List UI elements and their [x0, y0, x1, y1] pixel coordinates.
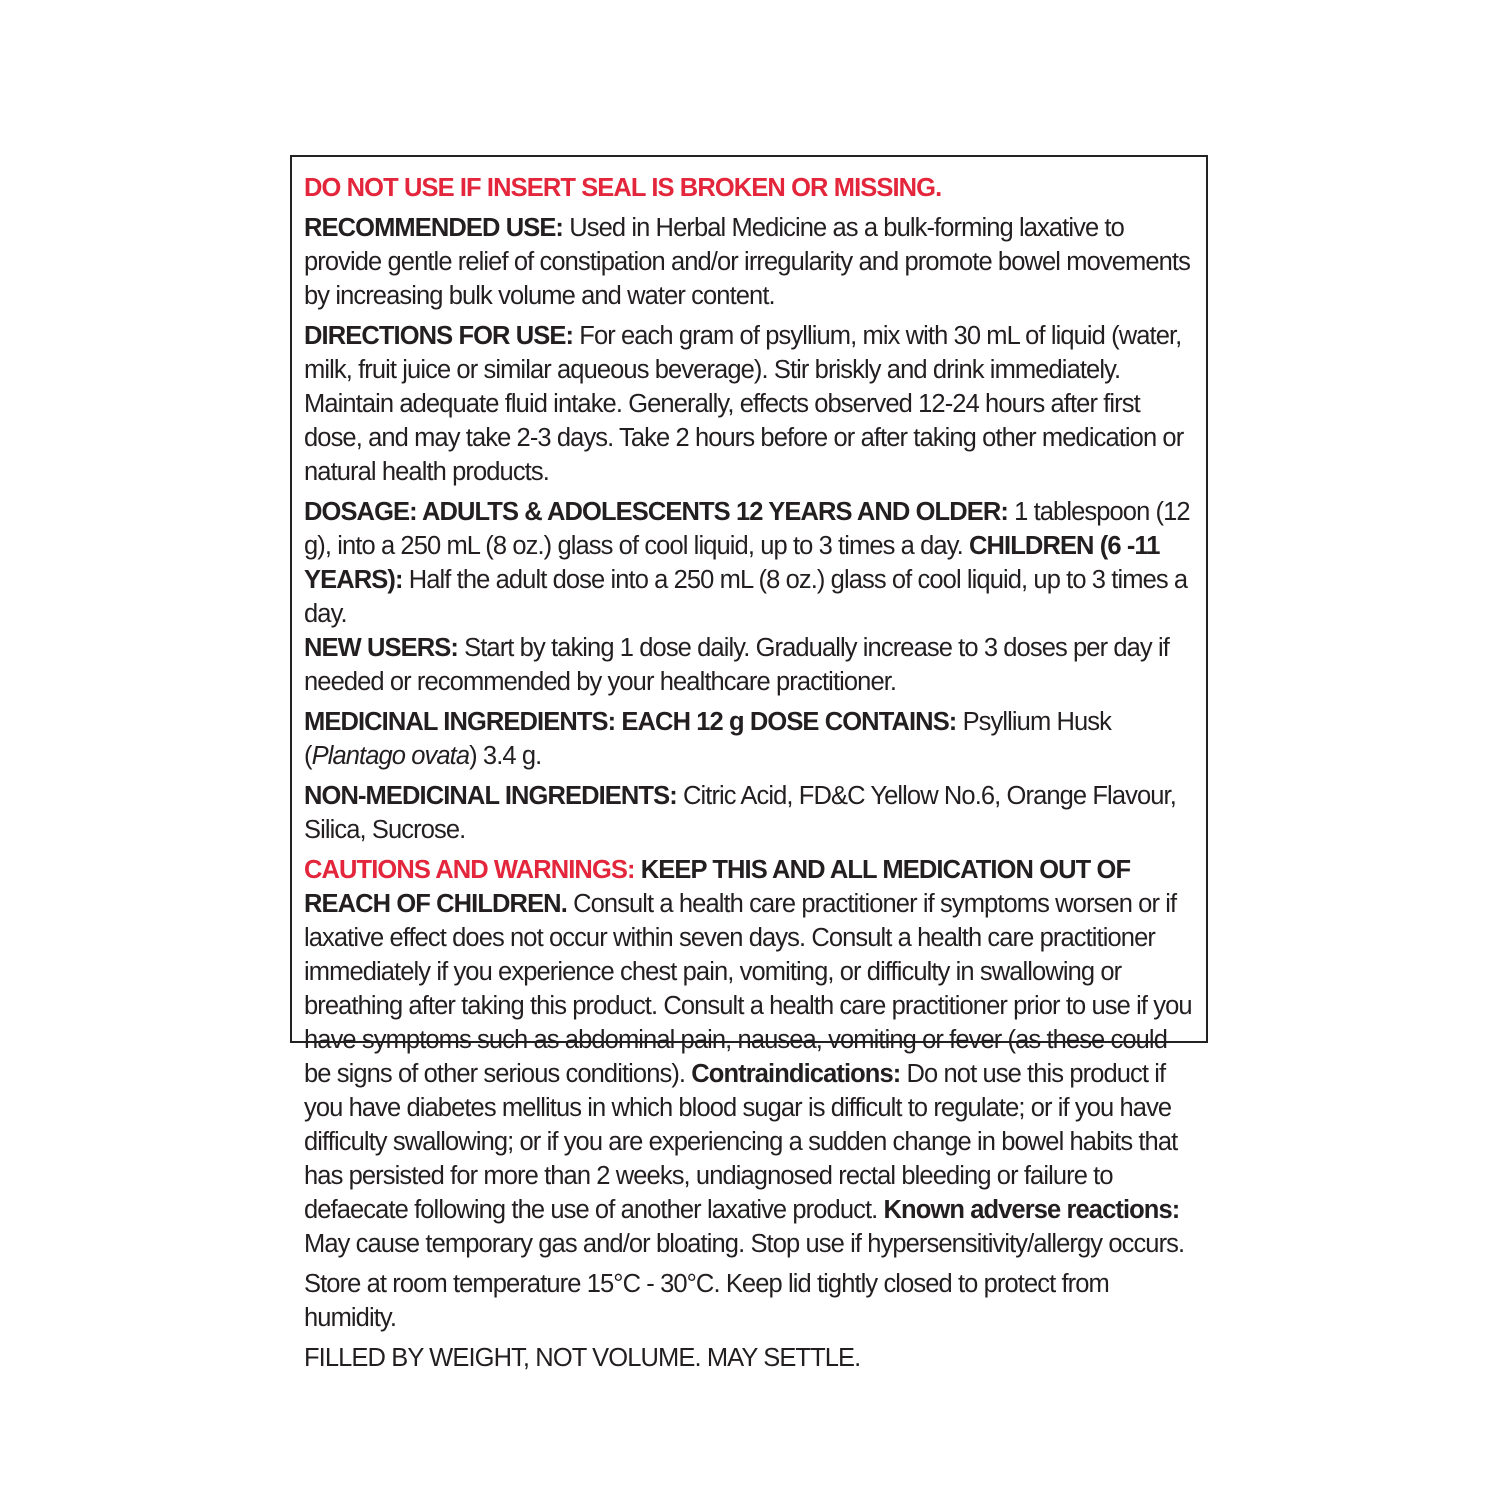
- product-label-panel: [290, 155, 1208, 1372]
- dosage-section: [304, 495, 1196, 699]
- cautions-label: CAUTIONS AND WARNINGS:: [304, 856, 635, 884]
- latin-name: Plantago ovata: [311, 742, 470, 770]
- adverse-reactions-label: Known adverse reactions:: [883, 1196, 1180, 1224]
- recommended-use-section: [304, 211, 1196, 313]
- cautions-text-1: Consult a health care practitioner if symptoms worsen or if laxative effect does not occur within seven days. Consult a health care practitioner immediately if you experience chest pain, vomiting, or difficulty in swallowing or breathing after taking this product. Consult a health care practitioner prior to use if you have symptoms such as abdominal pain, nausea, vomiting or fever (as these could be signs of other serious conditions).: [304, 890, 1192, 1088]
- recommended-use-label: RECOMMENDED USE:: [304, 214, 564, 242]
- medicinal-ingredients-text: Psyllium Husk (: [304, 708, 1111, 770]
- cautions-section: [304, 853, 1196, 1261]
- cautions-text-2: Do not use this product if you have diabetes mellitus in which blood sugar is difficult to regulate; or if you have difficulty swallowing; or if you are experiencing a sudden change in bowel habits that has persisted for more than 2 weeks, undiagnosed rectal bleeding or failure to defaecate following the use of another laxative product.: [304, 1060, 1178, 1224]
- new-users-text: Start by taking 1 dose daily. Gradually increase to 3 doses per day if needed or recommended by your healthcare practitioner.: [304, 634, 1169, 696]
- recommended-use-text: Used in Herbal Medicine as a bulk-forming laxative to provide gentle relief of constipation and/or irregularity and promote bowel movements by increasing bulk volume and water content.: [304, 214, 1190, 310]
- directions-text: For each gram of psyllium, mix with 30 mL of liquid (water, milk, fruit juice or similar aqueous beverage). Stir briskly and drink immediately. Maintain adequate fluid intake. Generally, effects observed 12-24 hours after first dose, and may take 2-3 days. Take 2 hours before or after taking other medication or natural health products.: [304, 322, 1184, 486]
- dosage-children-label: CHILDREN (6 -11 YEARS):: [304, 532, 1160, 594]
- dosage-adult-text: 1 tablespoon (12 g), into a 250 mL (8 oz.) glass of cool liquid, up to 3 times a day.: [304, 498, 1190, 560]
- non-medicinal-ingredients-section: [304, 779, 1196, 847]
- non-medicinal-label: NON-MEDICINAL INGREDIENTS:: [304, 782, 677, 810]
- keep-away-warning: KEEP THIS AND ALL MEDICATION OUT OF REACH OF CHILDREN.: [304, 856, 1131, 918]
- medicinal-ingredients-amount: ) 3.4 g.: [469, 742, 542, 770]
- medicinal-ingredients-section: [304, 705, 1196, 773]
- cautions-text-3: May cause temporary gas and/or bloating. Stop use if hypersensitivity/allergy occurs.: [304, 1230, 1185, 1258]
- non-medicinal-text: Citric Acid, FD&C Yellow No.6, Orange Flavour, Silica, Sucrose.: [304, 782, 1176, 844]
- dosage-adult-label: DOSAGE: ADULTS & ADOLESCENTS 12 YEARS AND OLDER:: [304, 498, 1008, 526]
- contraindications-label: Contraindications:: [691, 1060, 901, 1088]
- filled-by-weight-note: FILLED BY WEIGHT, NOT VOLUME. MAY SETTLE.: [304, 1344, 861, 1372]
- medicinal-ingredients-label: MEDICINAL INGREDIENTS: EACH 12 g DOSE CONTAINS:: [304, 708, 957, 736]
- directions-section: [304, 319, 1196, 489]
- storage-instructions: Store at room temperature 15°C - 30°C. Keep lid tightly closed to protect from humidity.: [304, 1270, 1109, 1332]
- directions-label: DIRECTIONS FOR USE:: [304, 322, 574, 350]
- new-users-label: NEW USERS:: [304, 634, 458, 662]
- dosage-children-text: Half the adult dose into a 250 mL (8 oz.) glass of cool liquid, up to 3 times a day.: [304, 566, 1188, 628]
- seal-warning: DO NOT USE IF INSERT SEAL IS BROKEN OR MISSING.: [304, 174, 942, 202]
